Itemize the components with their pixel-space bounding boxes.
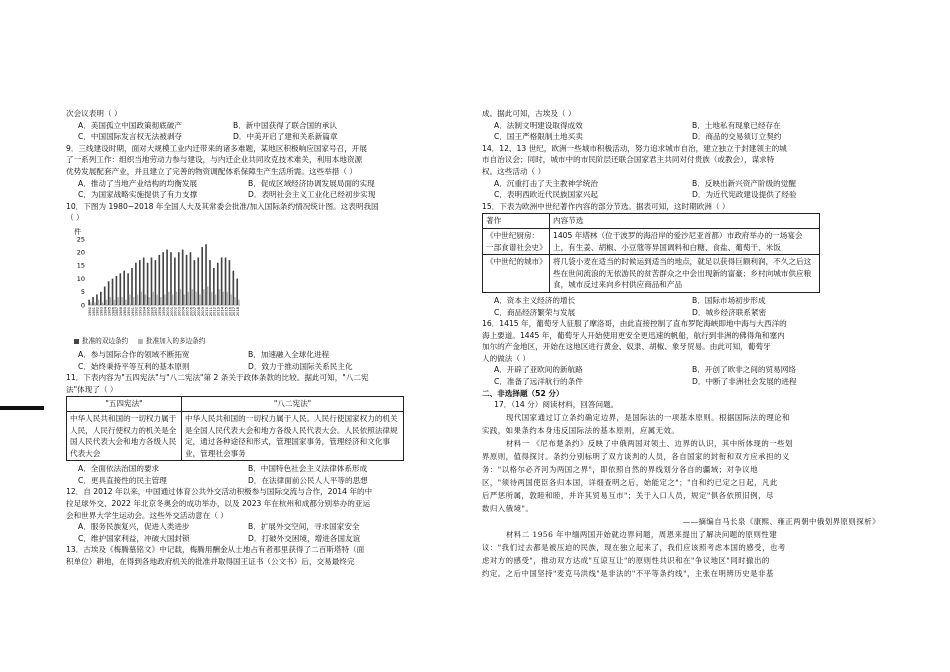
- bilateral-bar: [151, 257, 153, 305]
- material-two-line: 虑对方的感受"，推动双方达成"互谅互让"的原则性共识和在"争议地区"同时撤出的: [482, 555, 770, 565]
- bilateral-bar: [236, 279, 238, 305]
- bilateral-bar: [190, 252, 192, 305]
- q13-option-c: C．国王严格限制土地买卖: [494, 132, 583, 142]
- q9-line: 优势发展配套产业，并且建立了完善的物资调配体系保障生产生活所需。这些举措（ ）: [66, 166, 357, 176]
- bilateral-bar: [221, 257, 223, 305]
- multilateral-bar: [164, 294, 166, 305]
- multilateral-bar: [94, 302, 96, 305]
- multilateral-bar: [207, 286, 209, 304]
- x-tick-label: 2009: [200, 306, 205, 317]
- bilateral-bar: [127, 273, 129, 305]
- x-tick-label: 1990: [126, 306, 131, 317]
- multilateral-bar: [106, 300, 108, 305]
- material-line: 现代国家通过订立条约确定边界，是国际法的一项基本原则。根据国际法的理论和: [506, 412, 791, 422]
- q11-options: [66, 463, 438, 486]
- q9-options: [66, 178, 438, 201]
- bilateral-bar: [104, 286, 106, 304]
- q14-stem: [482, 143, 890, 178]
- bilateral-bar: [186, 255, 188, 305]
- bilateral-bar: [143, 257, 145, 305]
- material-two-line: 议："我们过去都是被压迫的民族，现在独立起来了，我们应该照考虑本国的感受，也考: [482, 542, 786, 552]
- q17-materials: [482, 411, 890, 580]
- y-tick-label: 20: [76, 248, 85, 257]
- x-tick-label: 1992: [134, 306, 139, 317]
- y-tick-label: 10: [76, 274, 85, 283]
- treaty-chart: [66, 225, 246, 333]
- q10-option-a: A．参与国际合作的领域不断拓宽: [78, 349, 190, 359]
- table-header: "五四宪法": [67, 397, 182, 412]
- q9-option-c: C．为国家战略实施提供了有力支撑: [78, 190, 198, 200]
- q16-option-a: A．开辟了亚欧间的新航路: [494, 365, 583, 375]
- table-row: [483, 255, 820, 293]
- q13-tail: 成。据此可知，古埃及（ ）: [482, 109, 576, 118]
- q16-line: 人的做法（ ）: [482, 353, 530, 363]
- x-tick-label: 1987: [115, 306, 120, 317]
- bilateral-bar: [100, 292, 102, 305]
- q14-line: 权。这些活动（ ）: [482, 166, 546, 176]
- multilateral-bar: [230, 294, 232, 305]
- multilateral-bar: [117, 297, 119, 305]
- x-tick-label: 2010: [204, 306, 209, 317]
- bilateral-bar: [96, 294, 98, 305]
- material-two-line: 材料二 1956 年中缅两国开始就边界问题，周恩来提出了解决问题的原则性建: [506, 529, 778, 539]
- x-tick-label: 2015: [224, 306, 229, 317]
- q10-stem: 10．下图为 1980~2018 年全国人大及其常委会批准/加入国际条约情况统计图。这表明我国: [66, 201, 379, 211]
- q16-line: 16．1415 年，葡萄牙人征服了摩洛哥，由此直接控制了直布罗陀海峡即地中海与大西洋的: [482, 319, 787, 329]
- multilateral-bar: [168, 292, 170, 305]
- q10-blank: （ ）: [66, 213, 84, 223]
- q17-intro: 17．（14 分）阅读材料，回答问题。: [494, 400, 619, 410]
- multilateral-bar: [121, 297, 123, 305]
- q10-option-b: B．加速融入全球化进程: [248, 349, 330, 359]
- q15-option-a: A．资本主义经济的增长: [494, 295, 576, 305]
- bilateral-bar: [225, 257, 227, 305]
- material-two-line: 约定。之后中国坚持"麦克马洪线"是非法的"不平等条约线"，主张在明辨历史是非基: [482, 568, 774, 578]
- table-header: 内容节选: [550, 214, 820, 229]
- q12-line: 会和世界大学生运动会。这些外交活动意在（ ）: [66, 510, 228, 520]
- legend-label-multilateral: 批准加入的多边条约: [146, 336, 206, 345]
- q9-line: 9．三线建设时期，面对大规模工业内迁带来的诸多难题，某地区积极响应国家号召，开展: [66, 143, 367, 153]
- q13-option-d: D．商品的交易须订立契约: [692, 132, 782, 142]
- q12-line: 拉足球外交、2022 年北京冬奥会的成功举办，以及 2023 年在杭州和成都分别举办的亚运: [66, 499, 371, 509]
- medieval-works-table: [482, 213, 820, 293]
- q12-option-a: A．服务民族复兴，促进人类进步: [78, 522, 190, 532]
- x-tick-label: 2013: [216, 306, 221, 317]
- table-cell: 《中世纪厨房：一部食谱社会史》: [483, 228, 550, 254]
- table-cell: 将几袋小麦在适当的时候运到适当的地点，就足以获得巨额利润，不久之后这些在世间流浪的无依游民的贫苦群众之中会出现新的富豪；乡村向城市供应粮食，城市反过来向乡村供应商品和产品: [550, 255, 820, 293]
- multilateral-bar: [125, 300, 127, 305]
- bilateral-bar: [131, 268, 133, 305]
- multilateral-bar: [219, 289, 221, 305]
- table-row: [483, 228, 820, 254]
- x-tick-label: 2017: [232, 306, 237, 317]
- x-tick-label: 2008: [197, 306, 202, 317]
- q8-tail: 次会议表明（ ）: [66, 109, 122, 118]
- multilateral-bar: [145, 294, 147, 305]
- bilateral-bar: [197, 257, 199, 305]
- q13-line: 积单位）耕地，在得到各地政府机关的批准并取得国王证书（公文书）后，交易最终完: [66, 557, 355, 567]
- q14-line: 14．12、13 世纪，欧洲一些城市积极活动，努力追求城市自治，建立独立于封建领主的城: [482, 143, 787, 153]
- multilateral-bar: [199, 294, 201, 305]
- legend-swatch-bilateral: [74, 339, 79, 344]
- q16-options: [482, 364, 890, 387]
- q16-line: 加尔的产金地区，开始在这地区进行黄金、奴隶、胡椒、象牙贸易。由此可知，葡萄牙: [482, 342, 771, 352]
- left-column: [66, 108, 438, 568]
- x-tick-label: 2005: [185, 306, 190, 317]
- q14-line: 市自治议会；同时，城市中的市民阶层还联合国家君主共同对付贵族（或教会），谋求特: [482, 155, 775, 165]
- y-axis-unit: 件: [74, 227, 81, 236]
- q12-options: [66, 521, 438, 544]
- multilateral-bar: [222, 292, 224, 305]
- constitution-comparison-table: [66, 396, 404, 461]
- q10-options: [66, 349, 438, 372]
- multilateral-bar: [90, 302, 92, 305]
- q15-option-d: D．城乡经济联系紧密: [692, 307, 767, 317]
- q11-line: 11．下表内容为"五四宪法"与"八二宪法"第 2 条关于政体条款的比较。据此可知，"八二宪: [66, 373, 369, 383]
- q14-option-d: D．为近代宪政建设提供了经验: [692, 190, 797, 200]
- bilateral-bar: [139, 260, 141, 305]
- multilateral-bar: [180, 289, 182, 305]
- x-tick-label: 1998: [158, 306, 163, 317]
- material-line: 实践，如果条约本身违反国际法的基本原则，应属无效。: [482, 425, 680, 435]
- multilateral-bar: [160, 297, 162, 305]
- bilateral-bar: [92, 297, 94, 305]
- table-header: 著作: [483, 214, 550, 229]
- multilateral-bar: [176, 292, 178, 305]
- material-one-line: 后严惩所属，敦睦和睦，并许其贸易互市"；关于入口人员，规定"俱各依照旧例，尽: [482, 490, 774, 500]
- q11-option-d: D．在法律面前公民人人平等的思想: [248, 475, 368, 485]
- q11-line: 法"体现了（ ）: [66, 384, 118, 394]
- x-tick-label: 2000: [165, 306, 170, 317]
- x-tick-label: 2011: [208, 306, 213, 317]
- table-cell: 1405 年塔林（位于波罗的海沿岸的爱沙尼亚首都）市政府举办的一场宴会上，有生姜、胡椒、小豆蔻等异国调料和白糖、食盐、葡萄干、米饭: [550, 228, 820, 254]
- x-tick-label: 1982: [95, 306, 100, 317]
- multilateral-bar: [191, 289, 193, 305]
- x-tick-label: 1983: [99, 306, 104, 317]
- bilateral-bar: [170, 252, 172, 305]
- q16-option-b: B．开创了欧非之间的贸易网络: [692, 365, 796, 375]
- q12-option-c: C．维护国家利益，冲破大国封锁: [78, 533, 190, 543]
- multilateral-bar: [113, 300, 115, 305]
- q13-stem: [66, 544, 438, 567]
- bilateral-bar: [158, 255, 160, 305]
- multilateral-bar: [183, 294, 185, 305]
- x-tick-label: 1980: [87, 306, 92, 317]
- q15-option-c: C．商品经济繁荣与发展: [494, 307, 576, 317]
- multilateral-bar: [141, 292, 143, 305]
- q16-line: 海上要道。1445 年，葡萄牙人开始使用更安全更迅速的帆船，航行到非洲的佛得角和塞内: [482, 330, 785, 340]
- x-tick-label: 1988: [119, 306, 124, 317]
- bilateral-bar: [229, 260, 231, 305]
- x-tick-label: 1994: [142, 306, 147, 317]
- x-tick-label: 2004: [181, 306, 186, 317]
- bilateral-bar: [119, 273, 121, 305]
- chart-legend: [66, 335, 316, 347]
- q10-option-c: C．始终秉持平等互利的基本原则: [78, 361, 190, 371]
- treaty-chart-svg: [66, 225, 246, 333]
- x-tick-label: 1995: [146, 306, 151, 317]
- bilateral-bar: [217, 263, 219, 305]
- q8-options: [66, 120, 438, 143]
- multilateral-bar: [98, 300, 100, 305]
- bilateral-bar: [135, 263, 137, 305]
- q8-option-a: A．美国孤立中国政策彻底破产: [78, 120, 182, 130]
- multilateral-bar: [102, 302, 104, 305]
- y-tick-label: 25: [76, 235, 85, 244]
- multilateral-bar: [152, 292, 154, 305]
- q16-stem: [482, 318, 890, 364]
- bilateral-bar: [112, 279, 114, 305]
- q15-option-b: B．国际市场初步形成: [692, 295, 766, 305]
- x-tick-label: 1984: [103, 306, 108, 317]
- table-row: [67, 411, 404, 460]
- multilateral-bar: [133, 297, 135, 305]
- q11-option-c: C．更具直接性的民主管理: [78, 475, 167, 485]
- multilateral-bar: [187, 292, 189, 305]
- bilateral-bar: [123, 271, 125, 305]
- material-one-line: 区，"须待两国使臣各归本国，详细查明之后，始能定之"；"自和约已定之日起，凡此: [482, 477, 778, 487]
- bilateral-bar: [194, 260, 196, 305]
- legend-swatch-multilateral: [138, 339, 143, 344]
- bilateral-bar: [205, 244, 207, 305]
- q9-stem: [66, 143, 438, 178]
- q16-option-d: D．中断了非洲社会发展的进程: [692, 377, 797, 387]
- q13-line: 13．古埃及《梅腾墓铭文》中记载，梅腾用酬金从土地占有者那里获得了二百斯塔特（面: [66, 545, 365, 555]
- q9-option-d: D．表明社会主义工业化已经初步实现: [248, 190, 376, 200]
- bilateral-bar: [178, 252, 180, 305]
- x-tick-label: 1981: [91, 306, 96, 317]
- table-cell: 《中世纪的城市》: [483, 255, 550, 293]
- q9-option-a: A．推动了当地产业结构的均衡发展: [78, 178, 198, 188]
- x-tick-label: 1999: [162, 306, 166, 317]
- bilateral-bar: [213, 268, 215, 305]
- x-tick-label: 2014: [220, 306, 225, 317]
- q10-option-d: D．致力于推动国际关系民主化: [248, 361, 353, 371]
- q15-options: [482, 295, 890, 318]
- table-cell: 中华人民共和国的一切权力属于人民，人民行使权力的机关是全国人民代表大会和地方各级人民代表大会: [67, 411, 182, 460]
- multilateral-bar: [148, 297, 150, 305]
- x-tick-label: 2012: [212, 306, 217, 317]
- multilateral-bar: [234, 297, 236, 305]
- q9-option-b: B．促成区域经济协调发展局面的实现: [248, 178, 375, 188]
- bilateral-bar: [166, 249, 168, 304]
- q14-options: [482, 178, 890, 201]
- x-tick-label: 1991: [130, 306, 135, 317]
- x-tick-label: 1986: [111, 306, 116, 317]
- table-header: "八二宪法": [182, 397, 404, 412]
- q11-stem: [66, 372, 438, 395]
- q11-option-b: B．中国特色社会主义法律体系形成: [248, 464, 368, 474]
- bilateral-bar: [88, 300, 90, 305]
- q12-stem: [66, 486, 438, 521]
- x-tick-label: 2002: [173, 306, 178, 317]
- material-one-line: 材料一 《尼布楚条约》反映了中俄两国对领土、边界的认识，其中所体现的一些划: [506, 438, 793, 448]
- multilateral-bar: [215, 294, 217, 305]
- q11-option-a: A．全面依法治国的要求: [78, 464, 160, 474]
- bilateral-bar: [155, 260, 157, 305]
- multilateral-bar: [195, 292, 197, 305]
- section-heading: 二、非选择题（52 分）: [482, 388, 564, 398]
- bilateral-bar: [108, 281, 110, 305]
- material-one-line: 务："以格尔必齐河为两国之界"，即依照自然的界线划分各自的疆域；对争议地: [482, 464, 759, 474]
- q16-option-c: C．准备了远洋航行的条件: [494, 377, 583, 387]
- multilateral-bar: [137, 294, 139, 305]
- bilateral-bar: [116, 276, 118, 305]
- legend-label-bilateral: 批准的双边条约: [82, 336, 129, 345]
- x-tick-label: 1993: [138, 306, 143, 317]
- material-one-line: 界原则，值得探讨。条约分别标明了双方谈判的人员，各自国家的封衔和双方应承担的义: [482, 451, 790, 461]
- x-tick-label: 2006: [189, 306, 194, 317]
- q14-option-c: C．表明西欧近代民族国家兴起: [494, 190, 599, 200]
- q8-option-c: C．中国国际发言权无法被剥夺: [78, 132, 183, 142]
- multilateral-bar: [226, 292, 228, 305]
- x-tick-label: 1989: [123, 306, 128, 317]
- q14-option-a: A．沉重打击了天主教神学统治: [494, 178, 598, 188]
- x-tick-label: 1997: [154, 306, 159, 317]
- x-tick-label: 2016: [228, 306, 233, 317]
- q13-options: [482, 120, 890, 143]
- bilateral-bar: [147, 263, 149, 305]
- q12-line: 12．自 2012 年以来，中国通过体育公共外交活动积极参与国际交流与合作，2014 年的中: [66, 487, 373, 497]
- multilateral-bar: [211, 292, 213, 305]
- bilateral-bar: [174, 257, 176, 305]
- x-tick-label: 2001: [169, 306, 174, 317]
- bilateral-bar: [209, 260, 211, 305]
- multilateral-bar: [203, 289, 205, 305]
- q12-option-d: D．打破外交困境，增进各国友谊: [248, 533, 361, 543]
- x-tick-label: 1996: [150, 306, 155, 317]
- multilateral-bar: [129, 294, 131, 305]
- x-tick-label: 2003: [177, 306, 182, 317]
- x-tick-label: 1985: [107, 306, 112, 317]
- q14-option-b: B．反映出新兴资产阶级的觉醒: [692, 178, 796, 188]
- q9-line: 了一系列工作：组织当地劳动力参与建设，与内迁企业共同攻克技术难关，利用本地资源: [66, 155, 363, 165]
- multilateral-bar: [109, 297, 111, 305]
- bilateral-bar: [201, 247, 203, 305]
- q8-option-d: D．中美开启了建和关系新篇章: [233, 132, 338, 142]
- q13-option-a: A．法制文明建设取得成效: [494, 120, 583, 130]
- x-tick-label: 2007: [193, 306, 198, 317]
- q8-option-b: B．新中国获得了联合国的承认: [233, 120, 337, 130]
- material-one-line: 数归入俄境"。: [482, 503, 534, 513]
- bilateral-bar: [162, 252, 164, 305]
- multilateral-bar: [238, 300, 240, 305]
- table-cell: 中华人民共和国的一切权力属于人民。人民行使国家权力的机关是全国人民代表大会和地方各级人民代表大会。人民依照法律规定，通过各种途径和形式，管理国家事务，管理经济和文化事业，管理社会事务: [182, 411, 404, 460]
- q15-stem: 15．下表为欧洲中世纪著作内容的部分节选。据表可知，这时期欧洲（ ）: [482, 201, 730, 211]
- page-edge-mark: [0, 406, 44, 410]
- bilateral-bar: [233, 271, 235, 305]
- q12-option-b: B．扩展外交空间，寻求国家安全: [248, 522, 360, 532]
- q13-option-b: B．土地私有现象已经存在: [692, 120, 781, 130]
- x-tick-label: 2018: [236, 306, 241, 317]
- y-tick-label: 0: [80, 301, 85, 310]
- multilateral-bar: [156, 294, 158, 305]
- right-column: [482, 108, 890, 580]
- multilateral-bar: [172, 294, 174, 305]
- y-tick-label: 15: [76, 261, 85, 270]
- bilateral-bar: [182, 249, 184, 304]
- material-one-source: ——摘编自马长泉《康熙、雍正两朝中俄划界原则探析》: [682, 516, 880, 526]
- y-tick-label: 5: [80, 288, 85, 297]
